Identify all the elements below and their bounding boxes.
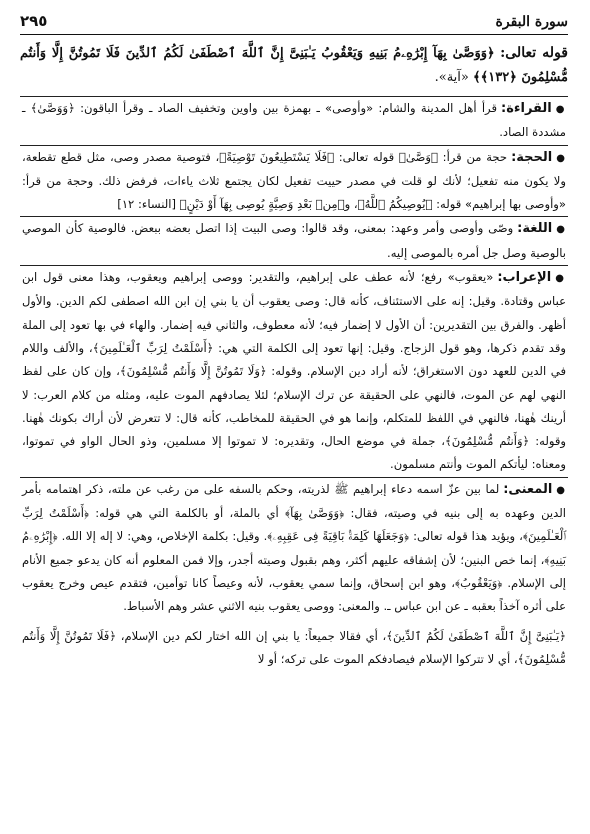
closing-paragraph <box>20 625 568 672</box>
page-number: ٢٩٥ <box>20 12 48 30</box>
bullet-icon: ● <box>556 484 566 496</box>
section-heading: القراءة: <box>501 101 552 116</box>
section-body: قرأ أهل المدينة والشام: «وأوصى» ـ بهمزة بين واوين وتخفيف الصاد ـ وقرأ الباقون: ﴿وَوَصَّىٰ﴾ ـ مشددة الصاد. <box>22 101 566 140</box>
verse-tail: «آية». <box>434 70 469 85</box>
header-rule <box>20 34 568 35</box>
section-heading: الإعراب: <box>497 270 552 286</box>
section-heading: الحجة: <box>511 149 553 165</box>
section-hujja <box>20 145 568 217</box>
section-qiraa <box>20 96 568 145</box>
verse-intro-label: قوله تعالى: <box>500 45 568 61</box>
surah-title: سورة البقرة <box>495 14 568 30</box>
section-irab <box>20 265 568 477</box>
section-mana <box>20 477 568 619</box>
verse-text: ﴿وَوَصَّىٰ بِهَآ إِبْرَٰهِۦمُ بَنِيهِ وَيَعْقُوبُ يَـٰبَنِىَّ إِنَّ ٱللَّهَ ٱصْطَفَىٰ لَكُمُ ٱلدِّينَ فَلَا تَمُوتُنَّ إِلَّا وَأَنتُم مُّسْلِمُونَ ﴿١٣٢﴾﴾ <box>20 46 568 85</box>
verse-intro <box>20 41 568 90</box>
section-heading: المعنى: <box>503 481 553 497</box>
section-heading: اللغة: <box>517 221 553 237</box>
closing-text: ﴿يَـٰبَنِىَّ إِنَّ ٱللَّهَ ٱصْطَفَىٰ لَكُمُ ٱلدِّينَ﴾، أي فقالا جميعاً: يا بني إن الله اختار لكم دين الإسلام، ﴿فَلَا تَمُوتُنَّ إِلَّا وَأَنتُم مُّسْلِمُونَ﴾، أي لا تتركوا الإسلام فيصادفكم الموت على تركه؛ أو لا <box>22 628 566 666</box>
section-body: حجة من قرأ: ﴿وَصَّىٰ﴾ قوله تعالى: ﴿فَلَا يَسْتَطِيعُونَ تَوْصِيَةً﴾، فتوصية مصدر وصى، مثل قطع تقطعة، ولا يكون منه تفعيل؛ لأنك لو قلت في مصدر حييت تفعيل لكان يجتمع ثلاث ياءات، فرفض ذلك. وحجة من قرأ: «وأوصى بها إبراهيم» قوله: ﴿يُوصِيكُمُ ٱللَّهُ﴾، و﴿مِنۢ بَعْدِ وَصِيَّةٍ يُوصِى بِهَآ أَوْ دَيْنٍ﴾ [النساء: ١٢] <box>22 149 566 212</box>
bullet-icon: ● <box>555 273 566 285</box>
bullet-icon: ● <box>556 152 566 164</box>
page-header <box>20 0 568 34</box>
bullet-icon: ● <box>555 104 566 115</box>
section-lugha <box>20 216 568 265</box>
section-body: لما بين عزّ اسمه دعاء إبراهيم ﷺ لذريته، وحكم بالسفه على من رغب عن ملته، ذكر اهتمامه بأمر الدين وعهده به إلى بنيه في وصيته، فقال: ﴿وَوَصَّىٰ بِهَآ﴾ أي بالملة، أو بالكلمة التي هي قوله: ﴿أَسْلَمْتُ لِرَبِّ ٱلْعَـٰلَمِينَ﴾، ويؤيد هذا قوله تعالى: ﴿وَجَعَلَهَا كَلِمَةًۢ بَاقِيَةً فِى عَقِبِهِۦ﴾. وقيل: بكلمة الإخلاص، وهي: لا إله إلا الله. ﴿إِبْرَٰهِۦمُ بَنِيهِ﴾، إنما خص البنين؛ لأن إشفاقه عليهم أكثر، وهم بقبول وصيته أجدر، وإلا فمن المعلوم أنه كان يدعو جميع الأنام إلى الإسلام. ﴿وَيَعْقُوبُ﴾، وهو ابن إسحاق، وإنما سمي يعقوب، لأنه وعيصاً كانا توأمين، فتقدم عيص وخرج يعقوب على أثره آخذاً بعقبه ـ عن ابن عباس ـ. والمعنى: ووصى يعقوب بنيه الاثني عشر وهم الأسباط. <box>22 481 566 614</box>
bullet-icon: ● <box>556 224 566 236</box>
section-body: «يعقوب» رفع؛ لأنه عطف على إبراهيم، والتقدير: ووصى إبراهيم ويعقوب، وهذا معنى قول ابن عباس وقتادة. وقيل: إنه على الاستئناف، كأنه قال: وصى يعقوب أن يا بني إن ابن الله اصطفى لكم الدين. والأول أظهر. والفرق بين التقديرين: أن الأول لا إضمار فيه؛ لأنه معطوف، والثاني فيه إضمار. والهاء في بها تعود إلى الملة وقد تقدم ذكرها، وهو قول الزجاج. وقيل: إنها تعود إلى الكلمة التي هي: ﴿أَسْلَمْتُ لِرَبِّ ٱلْعَـٰلَمِينَ﴾، والألف واللام في الدين للعهد دون الاستغراق؛ لأنه أراد دين الإسلام. وقوله: ﴿وَلَا تَمُوتُنَّ إِلَّا وَأَنتُم مُّسْلِمُونَ﴾، وإن كان على لفظ النهي لهم عن الموت، فالنهي على الحقيقة عن ترك الإسلام؛ لئلا يصادفهم الموت عليه، ومثله من كلام العرب: لا أرينك هٰهنا، فالنهي في اللفظ للمتكلم، وإنما هو في الحقيقة للمخاطب، كأنه قال: لا تتعرض لأن أراك بكونك هٰهنا. وقوله: ﴿وَأَنتُم مُّسْلِمُونَ﴾، جملة في موضع الحال، وتقديره: لا تموتوا إلا مسلمين، وذو الحال الواو في تموتوا، ومعناه: ليأتكم الموت وأنتم مسلمون. <box>22 270 566 472</box>
section-body: وصّى وأوصى وأمر وعهد: بمعنى، وقد قالوا: وصى البيت إذا اتصل بعضه ببعض. فالوصية كأن الموصي بالوصية وصل جل أمره بالموصى إليه. <box>22 221 566 260</box>
